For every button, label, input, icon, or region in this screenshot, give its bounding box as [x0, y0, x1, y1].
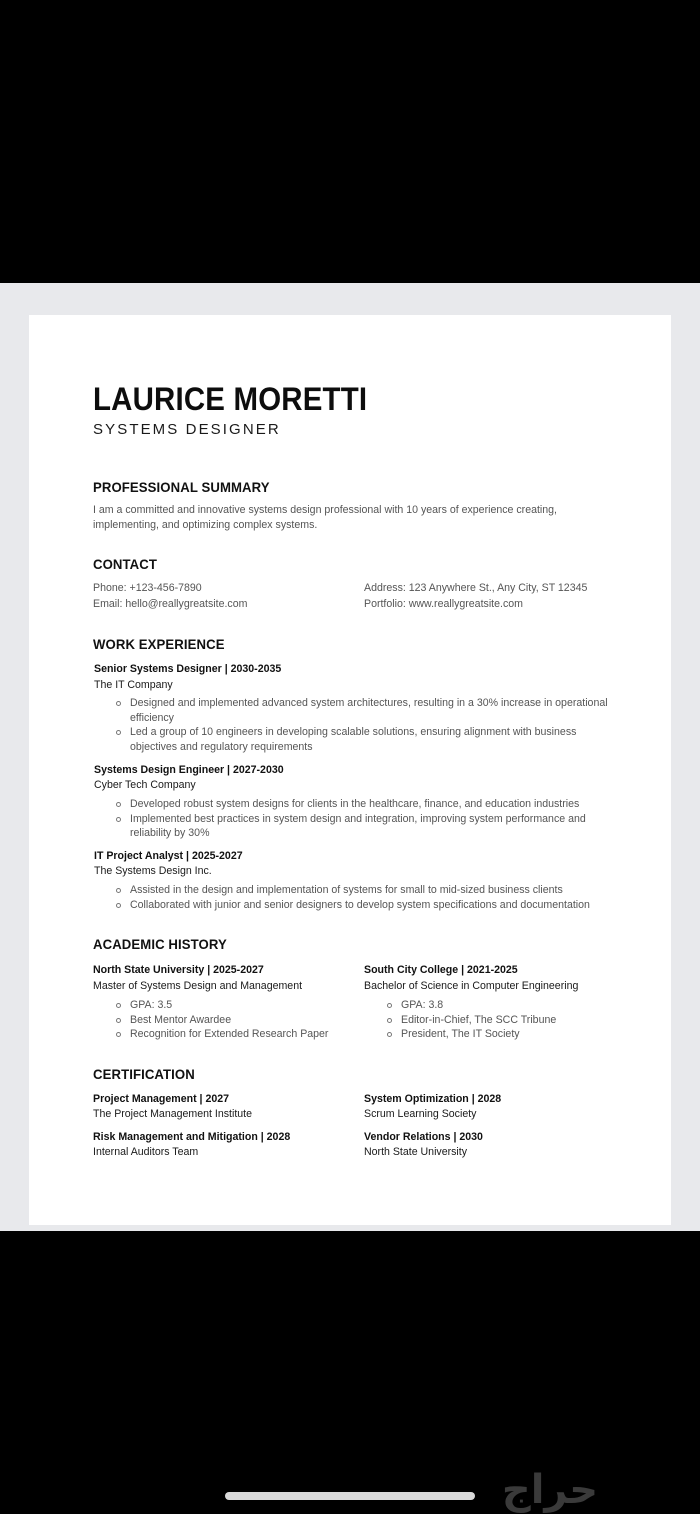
contact-phone: Phone: +123-456-7890 — [93, 582, 202, 594]
list-item — [130, 797, 610, 812]
school-degree: Bachelor of Science in Computer Engineering — [364, 980, 579, 992]
summary-heading: PROFESSIONAL SUMMARY — [93, 479, 270, 495]
bullet-text: President, The IT Society — [401, 1028, 520, 1041]
list-item — [401, 998, 631, 1013]
bullet-text: GPA: 3.5 — [130, 999, 173, 1011]
list-item — [130, 883, 630, 898]
certification-heading: CERTIFICATION — [93, 1066, 195, 1082]
cert-issuer: Internal Auditors Team — [93, 1146, 199, 1158]
work-heading: WORK EXPERIENCE — [93, 636, 225, 652]
cert-name: Risk Management and Mitigation | 2028 — [93, 1131, 291, 1143]
bullet-text: Assisted in the design and implementation of systems for small to mid-sized business clients — [130, 884, 563, 896]
cert-issuer: Scrum Learning Society — [364, 1108, 477, 1120]
list-item — [130, 1013, 360, 1028]
list-item — [130, 812, 610, 841]
resume-sheet — [29, 315, 671, 1225]
cert-name: Vendor Relations | 2030 — [364, 1131, 483, 1143]
bullet-icon — [387, 1032, 392, 1037]
bullet-text: Best Mentor Awardee — [130, 1013, 232, 1026]
list-item — [401, 1027, 631, 1042]
job-role: Systems Design Engineer | 2027-2030 — [94, 764, 284, 776]
bullet-icon — [387, 1018, 392, 1023]
resume-job-title: SYSTEMS DESIGNER — [93, 421, 281, 438]
academic-heading: ACADEMIC HISTORY — [93, 936, 227, 952]
job-bullets — [130, 696, 610, 754]
list-item — [130, 898, 630, 913]
bullet-icon — [116, 817, 121, 822]
bullet-text: Implemented best practices in system design and integration, improving system performance and reliability by 30% — [130, 812, 586, 840]
watermark-logo — [500, 1468, 600, 1512]
bullet-icon — [116, 802, 121, 807]
bullet-icon — [116, 1018, 121, 1023]
bullet-text: Developed robust system designs for clients in the healthcare, finance, and education industries — [130, 798, 580, 810]
bullet-text: Collaborated with junior and senior designers to develop system specifications and documentation — [130, 898, 590, 911]
list-item — [130, 696, 610, 725]
bullet-text: Led a group of 10 engineers in developing scalable solutions, ensuring alignment with business objectives and regulatory requirements — [130, 726, 577, 753]
bullet-icon — [387, 1003, 392, 1008]
bullet-text: Designed and implemented advanced system architectures, resulting in a 30% increase in operational efficiency — [130, 697, 608, 724]
bullet-text: Recognition for Extended Research Paper — [130, 1028, 329, 1041]
bullet-icon — [116, 730, 121, 735]
school-name: South City College | 2021-2025 — [364, 964, 518, 976]
cert-issuer: The Project Management Institute — [93, 1108, 252, 1120]
job-company: The Systems Design Inc. — [94, 865, 212, 877]
school-name: North State University | 2025-2027 — [93, 964, 264, 976]
cert-name: Project Management | 2027 — [93, 1093, 230, 1105]
school-bullets — [130, 998, 360, 1042]
resume-name: LAURICE MORETTI — [93, 381, 368, 417]
contact-portfolio: Portfolio: www.reallygreatsite.com — [364, 598, 523, 610]
list-item — [130, 725, 610, 754]
school-bullets — [401, 998, 631, 1042]
bullet-icon — [116, 888, 121, 893]
summary-text: I am a committed and innovative systems design professional with 10 years of experience creating, implementing, and optimizing complex systems. — [93, 504, 558, 531]
list-item — [401, 1013, 631, 1028]
home-indicator[interactable] — [225, 1492, 475, 1500]
contact-email: Email: hello@reallygreatsite.com — [93, 598, 248, 610]
list-item — [130, 998, 360, 1013]
job-bullets — [130, 797, 610, 841]
contact-heading: CONTACT — [93, 556, 158, 572]
job-company: The IT Company — [94, 679, 173, 691]
cert-issuer: North State University — [364, 1146, 468, 1158]
bullet-icon — [116, 701, 121, 706]
contact-address: Address: 123 Anywhere St., Any City, ST 12345 — [364, 582, 588, 594]
job-role: IT Project Analyst | 2025-2027 — [94, 850, 243, 862]
school-degree: Master of Systems Design and Management — [93, 980, 303, 992]
bullet-icon — [116, 903, 121, 908]
watermark-text: حراج — [501, 1467, 599, 1513]
job-company: Cyber Tech Company — [94, 779, 196, 791]
cert-name: System Optimization | 2028 — [364, 1093, 502, 1105]
list-item — [130, 1027, 360, 1042]
bullet-icon — [116, 1032, 121, 1037]
bullet-text: GPA: 3.8 — [401, 999, 444, 1011]
job-bullets — [130, 883, 630, 912]
bullet-text: Editor-in-Chief, The SCC Tribune — [401, 1013, 557, 1026]
bullet-icon — [116, 1003, 121, 1008]
job-role: Senior Systems Designer | 2030-2035 — [94, 663, 282, 675]
